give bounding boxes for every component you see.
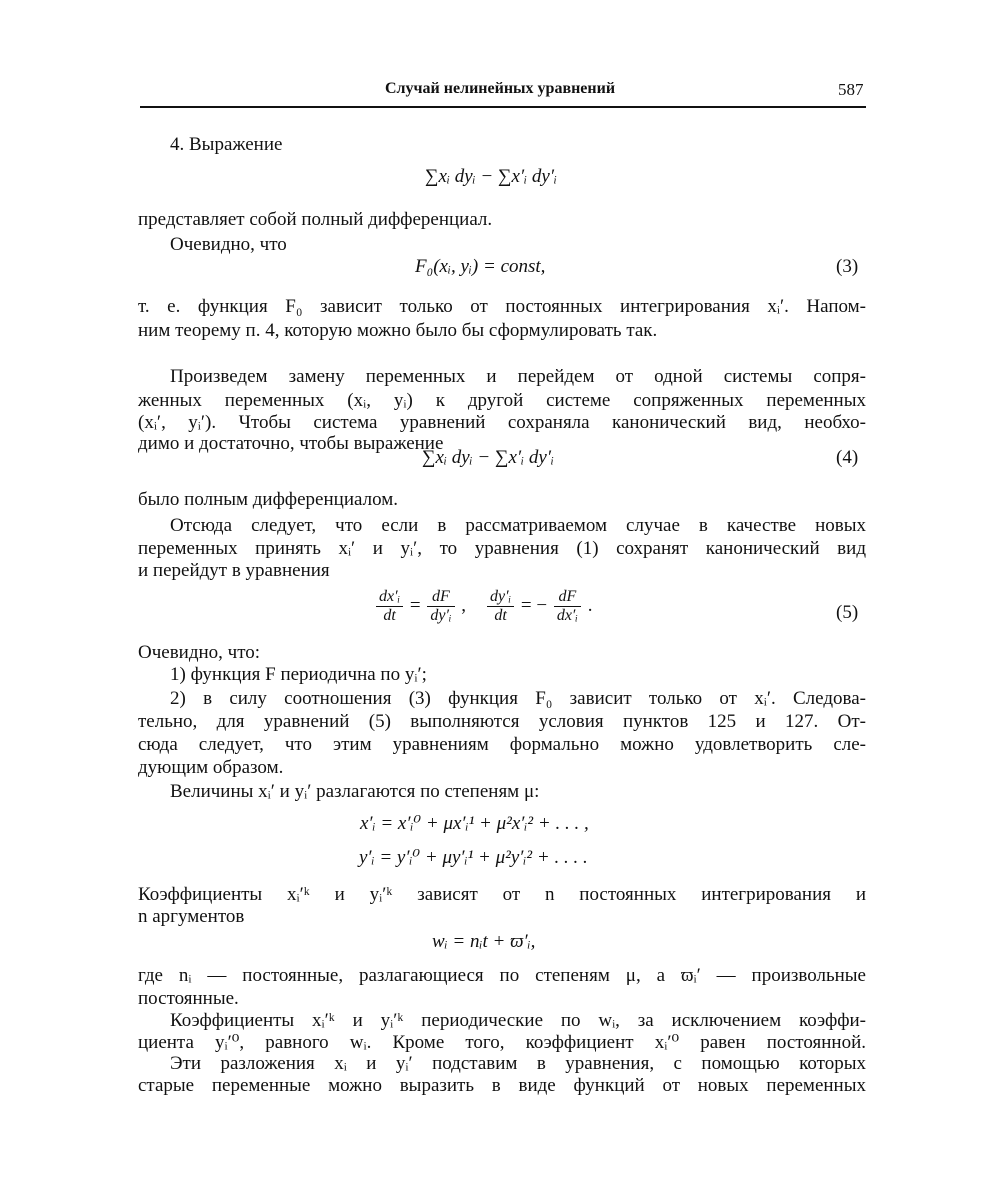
text-line: Очевидно, что: [170, 234, 287, 255]
text-line: 2) в силу соотношения (3) функция F₀ зависит только от xᵢ′. Следова-: [170, 688, 866, 709]
equation-number-3: (3): [836, 256, 859, 277]
equation-number-4: (4): [836, 447, 859, 468]
text-line: n аргументов: [138, 906, 245, 927]
fraction: $\frac{dF}{\text{dx′ᵢ}}$: [554, 588, 581, 625]
text-line: дующим образом.: [138, 757, 284, 778]
formula-4: ∑xᵢ dyᵢ − ∑x′ᵢ dy′ᵢ: [422, 447, 554, 468]
text-line: Коэффициенты xᵢ′ᵏ и yᵢ′ᵏ зависят от n постоянных интегрирования и: [138, 884, 866, 905]
equation-number-5: (5): [836, 602, 859, 623]
text-line: представляет собой полный дифференциал.: [138, 209, 493, 230]
formula-1: ∑xᵢ dyᵢ − ∑x′ᵢ dy′ᵢ: [425, 166, 557, 187]
text-line: женных переменных (xᵢ, yᵢ) к другой системе сопряженных переменных: [138, 390, 866, 411]
text-line: Очевидно, что:: [138, 642, 261, 663]
text-line: переменных принять xᵢ′ и yᵢ′, то уравнения (1) сохранят канонический вид: [138, 538, 866, 559]
text-line: циента yᵢ′⁰, равного wᵢ. Кроме того, коэффициент xᵢ′⁰ равен постоянной.: [138, 1032, 866, 1053]
text-line: 1) функция F периодична по yᵢ′;: [170, 664, 427, 685]
text-line: Эти разложения xᵢ и yᵢ′ подставим в уравнения, с помощью которых: [170, 1053, 866, 1074]
page-number: 587: [838, 80, 864, 99]
text-line: было полным дифференциалом.: [138, 489, 398, 510]
header-rule: [140, 106, 866, 108]
text-line: димо и достаточно, чтобы выражение: [138, 433, 444, 454]
text-line: Коэффициенты xᵢ′ᵏ и yᵢ′ᵏ периодические по wᵢ, за исключением коэффи-: [170, 1010, 866, 1031]
text-line: и перейдут в уравнения: [138, 560, 330, 581]
text-line: постоянные.: [138, 988, 239, 1009]
text-line: Отсюда следует, что если в рассматриваемом случае в качестве новых: [170, 515, 866, 536]
fraction: $\frac{dF}{\text{dy′ᵢ}}$: [427, 588, 454, 625]
text-line: тельно, для уравнений (5) выполняются условия пунктов 125 и 127. От-: [138, 711, 866, 732]
formula-7: wᵢ = nᵢt + ϖ′ᵢ,: [432, 931, 536, 952]
text-line: Величины xᵢ′ и yᵢ′ разлагаются по степеням μ:: [170, 781, 540, 802]
fraction: $\frac{\text{dy′ᵢ}}{dt}$: [487, 588, 514, 625]
text-line: (xᵢ′, yᵢ′). Чтобы система уравнений сохраняла канонический вид, необхо-: [138, 412, 866, 433]
text-line: ним теорему п. 4, которую можно было бы сформулировать так.: [138, 320, 658, 341]
text-line: 4. Выражение: [170, 134, 283, 155]
fraction: $\frac{\text{dx′ᵢ}}{dt}$: [376, 588, 403, 625]
text-line: где nᵢ — постоянные, разлагающиеся по степеням μ, а ϖᵢ′ — произвольные: [138, 965, 866, 986]
formula-6a: x′ᵢ = x′ᵢ⁰ + μx′ᵢ¹ + μ²x′ᵢ² + . . . ,: [360, 813, 589, 834]
running-header: Случай нелинейных уравнений: [385, 80, 616, 97]
formula-5: $\frac{\text{dx′ᵢ}}{dt}$ = $\frac{dF}{\text{dy′ᵢ}}$ , $\frac{\text{dy′ᵢ}}{dt}$ = − $\frac{dF}{\text{dx′ᵢ}}$ .: [374, 588, 592, 625]
text-line: сюда следует, что этим уравнениям формально можно удовлетворить сле-: [138, 734, 866, 755]
text-line: старые переменные можно выразить в виде функций от новых переменных: [138, 1075, 866, 1096]
text-line: Произведем замену переменных и перейдем от одной системы сопря-: [170, 366, 866, 387]
text-line: т. е. функция F₀ зависит только от постоянных интегрирования xᵢ′. Напом-: [138, 296, 866, 317]
formula-3: F₀(xᵢ, yᵢ) = const,: [415, 256, 546, 277]
formula-6b: y′ᵢ = y′ᵢ⁰ + μy′ᵢ¹ + μ²y′ᵢ² + . . . .: [359, 847, 588, 868]
